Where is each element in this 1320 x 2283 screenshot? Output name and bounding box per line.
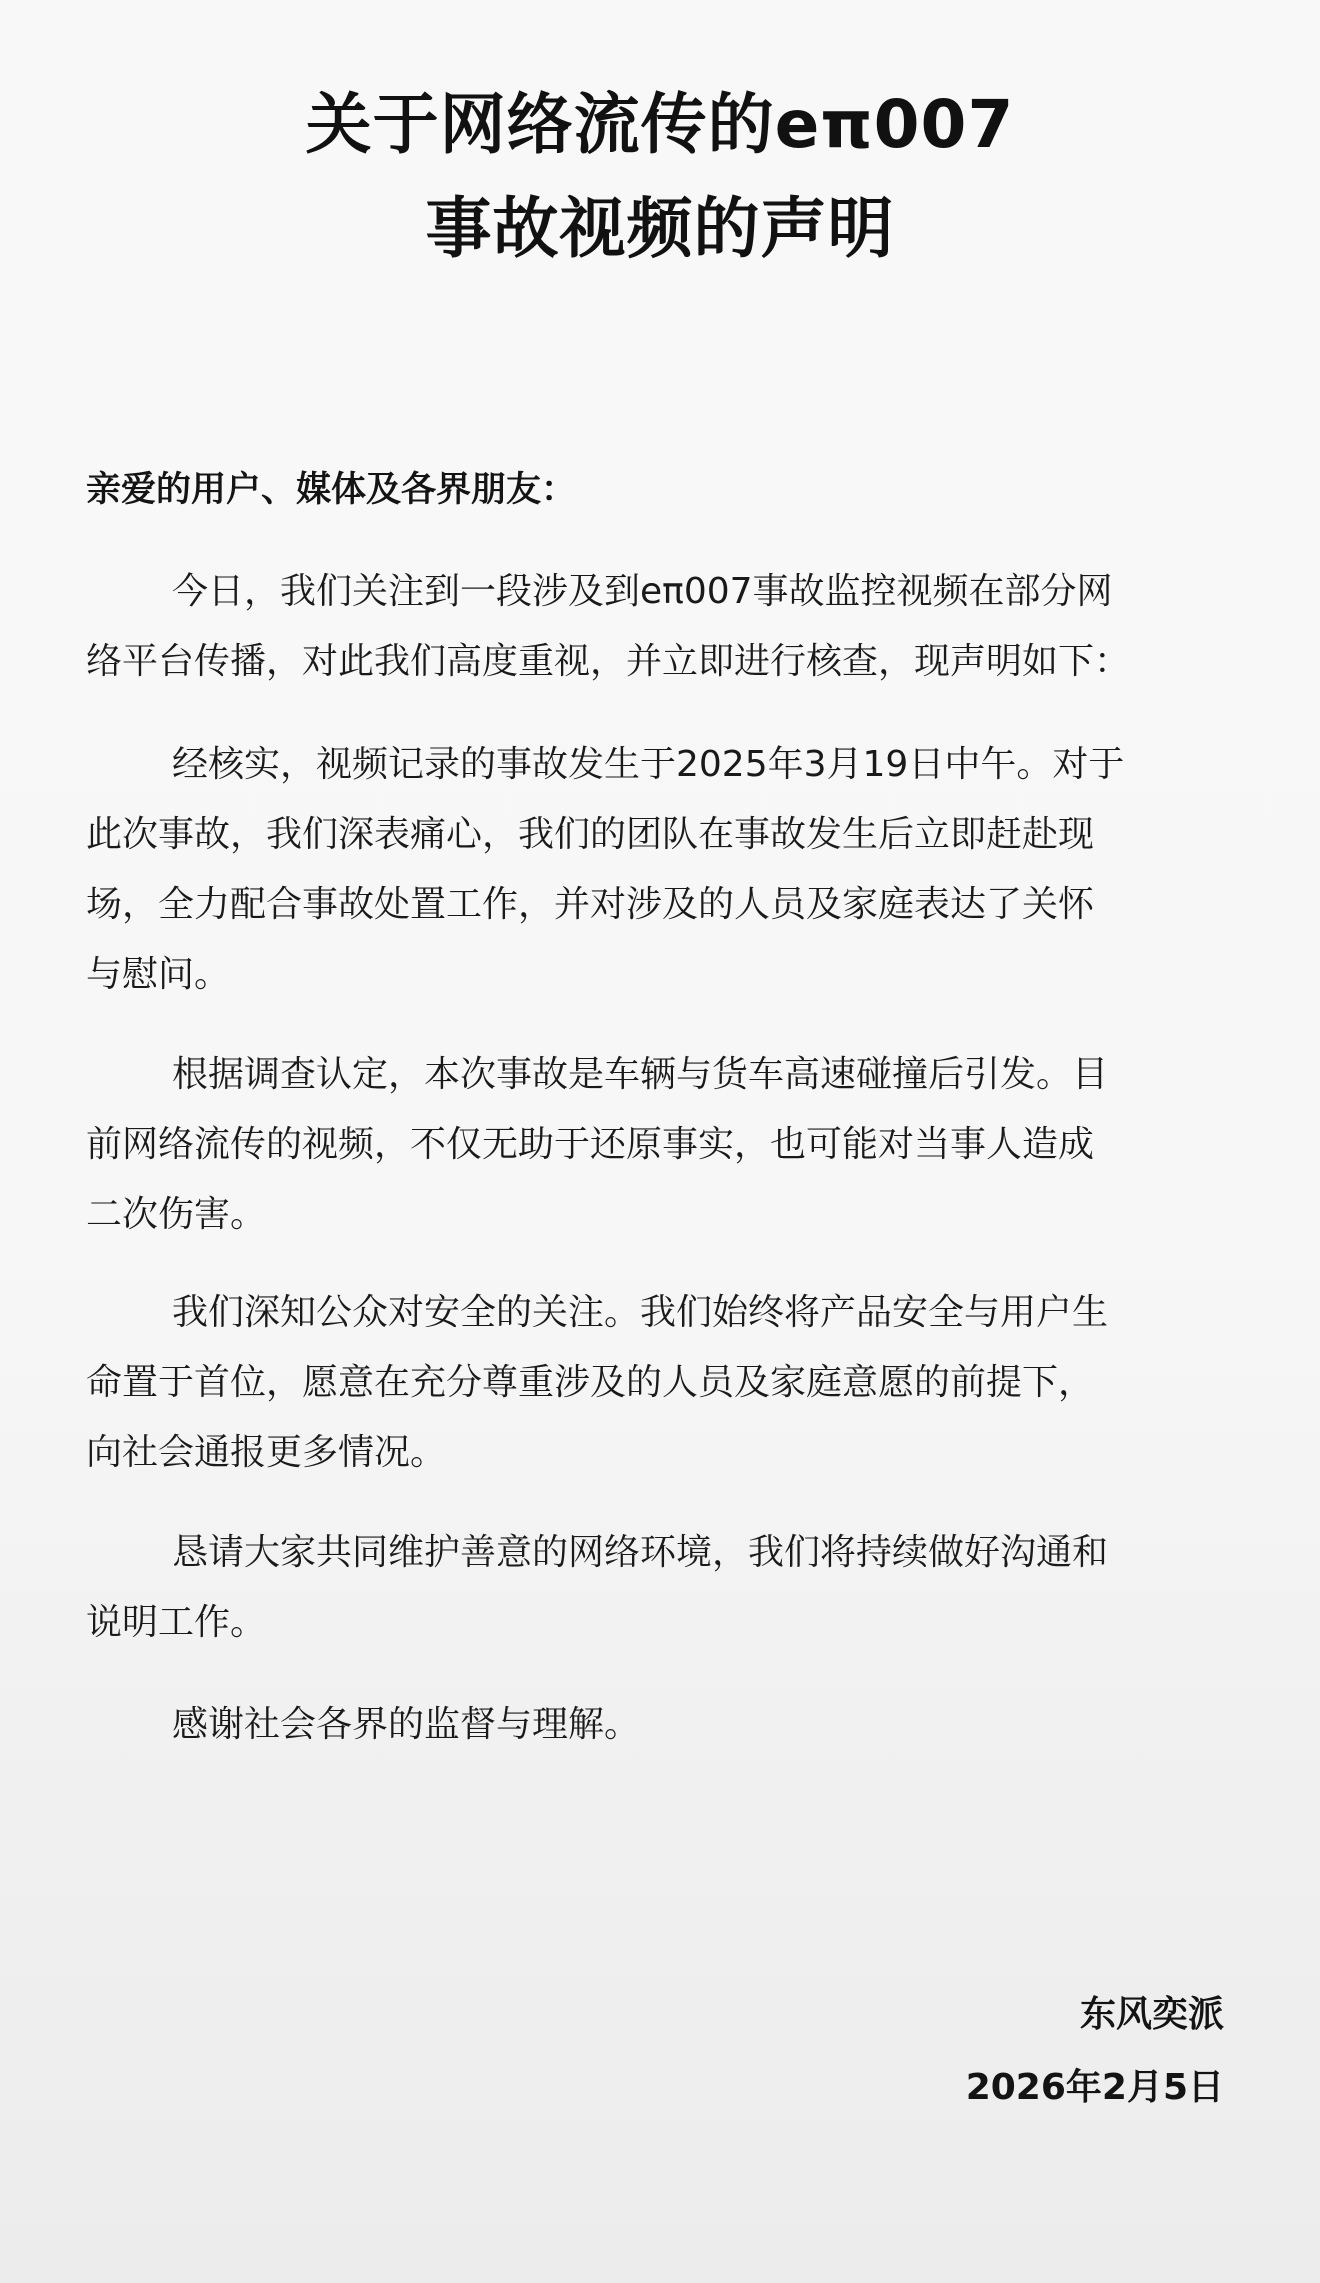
paragraph-line: 今日，我们关注到一段涉及到eπ007事故监控视频在部分网 [172, 571, 1113, 612]
paragraph-1 [86, 557, 1246, 697]
paragraph-line: 前网络流传的视频，不仅无助于还原事实，也可能对当事人造成 [86, 1124, 1095, 1165]
paragraph-6 [86, 1690, 1246, 1760]
paragraph-4 [86, 1278, 1246, 1488]
paragraph-3 [86, 1040, 1246, 1250]
paragraph-line: 根据调查认定，本次事故是车辆与货车高速碰撞后引发。目 [172, 1054, 1109, 1095]
salutation: 亲爱的用户、媒体及各界朋友： [86, 470, 577, 510]
statement-title-line-1: 关于网络流传的eπ007 [305, 86, 1015, 163]
paragraph-line: 说明工作。 [86, 1602, 267, 1643]
paragraph-line: 络平台传播，对此我们高度重视，并立即进行核查，现声明如下： [86, 641, 1131, 682]
paragraph-line: 感谢社会各界的监督与理解。 [172, 1704, 641, 1745]
paragraph-line: 命置于首位，愿意在充分尊重涉及的人员及家庭意愿的前提下， [86, 1362, 1095, 1403]
paragraph-line: 我们深知公众对安全的关注。我们始终将产品安全与用户生 [172, 1292, 1109, 1333]
paragraph-2 [86, 730, 1246, 1010]
signature-date: 2026年2月5日 [965, 2067, 1224, 2108]
statement-title-line-2: 事故视频的声明 [425, 190, 895, 267]
paragraph-line: 与慰问。 [86, 954, 231, 995]
paragraph-line: 场，全力配合事故处置工作，并对涉及的人员及家庭表达了关怀 [86, 884, 1095, 925]
paragraph-line: 恳请大家共同维护善意的网络环境，我们将持续做好沟通和 [172, 1532, 1109, 1573]
paragraph-5 [86, 1518, 1246, 1658]
paragraph-line: 经核实，视频记录的事故发生于2025年3月19日中午。对于 [172, 744, 1125, 785]
paragraph-line: 此次事故，我们深表痛心，我们的团队在事故发生后立即赶赴现 [86, 814, 1095, 855]
signature-organization: 东风奕派 [1079, 1994, 1224, 2035]
paragraph-line: 二次伤害。 [86, 1194, 267, 1235]
paragraph-line: 向社会通报更多情况。 [86, 1432, 447, 1473]
